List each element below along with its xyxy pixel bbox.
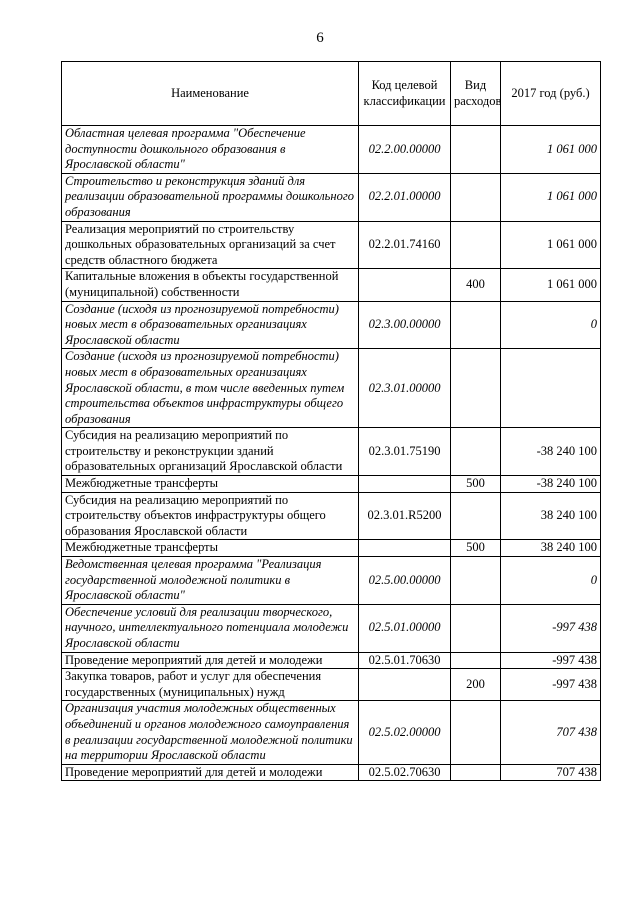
row-code: 02.3.01.00000 (359, 349, 451, 428)
row-sum: 1 061 000 (501, 173, 601, 221)
table-row (62, 301, 601, 349)
table-row (62, 652, 601, 669)
row-name: Субсидия на реализацию мероприятий по строительству и реконструкции зданий образовательных организаций Ярославской области (62, 428, 359, 476)
header-code: Код целевой классификации (359, 62, 451, 126)
table-row (62, 540, 601, 557)
row-name: Закупка товаров, работ и услуг для обеспечения государственных (муниципальных) нужд (62, 669, 359, 701)
row-code: 02.5.02.70630 (359, 764, 451, 781)
row-code: 02.2.01.00000 (359, 173, 451, 221)
table-body (62, 126, 601, 781)
row-sum: -38 240 100 (501, 428, 601, 476)
header-vid: Вид расходов (451, 62, 501, 126)
row-vid: 500 (451, 476, 501, 493)
table-row (62, 269, 601, 301)
row-sum: 0 (501, 557, 601, 605)
row-vid (451, 764, 501, 781)
row-sum: 1 061 000 (501, 126, 601, 174)
row-name: Создание (исходя из прогнозируемой потребности) новых мест в образовательных организациях Ярославской области (62, 301, 359, 349)
row-code: 02.5.01.70630 (359, 652, 451, 669)
row-code: 02.2.01.74160 (359, 221, 451, 269)
row-vid (451, 557, 501, 605)
row-code: 02.3.00.00000 (359, 301, 451, 349)
row-code: 02.5.02.00000 (359, 701, 451, 764)
row-sum (501, 349, 601, 428)
header-sum: 2017 год (руб.) (501, 62, 601, 126)
row-vid (451, 492, 501, 540)
row-vid (451, 173, 501, 221)
budget-table (61, 61, 601, 781)
row-sum: 38 240 100 (501, 492, 601, 540)
header-name: Наименование (62, 62, 359, 126)
row-vid (451, 221, 501, 269)
row-sum: 707 438 (501, 701, 601, 764)
table-row (62, 221, 601, 269)
row-name: Капитальные вложения в объекты государственной (муниципальной) собственности (62, 269, 359, 301)
page-number: 6 (316, 30, 324, 46)
row-vid (451, 701, 501, 764)
row-sum: 1 061 000 (501, 221, 601, 269)
table-row (62, 476, 601, 493)
table-header-row (62, 62, 601, 126)
row-name: Обеспечение условий для реализации творческого, научного, интеллектуального потенциала молодежи Ярославской области (62, 604, 359, 652)
row-sum: 0 (501, 301, 601, 349)
row-vid (451, 428, 501, 476)
row-vid: 200 (451, 669, 501, 701)
table-row (62, 557, 601, 605)
row-vid (451, 126, 501, 174)
table-row (62, 604, 601, 652)
row-name: Ведомственная целевая программа "Реализация государственной молодежной политики в Ярославской области" (62, 557, 359, 605)
row-code: 02.3.01.R5200 (359, 492, 451, 540)
table-row (62, 669, 601, 701)
row-name: Проведение мероприятий для детей и молодежи (62, 652, 359, 669)
table-row (62, 492, 601, 540)
table-row (62, 126, 601, 174)
row-sum: 38 240 100 (501, 540, 601, 557)
row-code: 02.2.00.00000 (359, 126, 451, 174)
row-name: Межбюджетные трансферты (62, 476, 359, 493)
row-sum: -997 438 (501, 652, 601, 669)
row-sum: 1 061 000 (501, 269, 601, 301)
row-sum: -997 438 (501, 669, 601, 701)
row-sum: -997 438 (501, 604, 601, 652)
row-code (359, 540, 451, 557)
row-name: Строительство и реконструкция зданий для реализации образовательной программы дошкольного образования (62, 173, 359, 221)
row-code: 02.5.00.00000 (359, 557, 451, 605)
row-code (359, 476, 451, 493)
table-row (62, 701, 601, 764)
table-row (62, 349, 601, 428)
table-row (62, 764, 601, 781)
row-name: Реализация мероприятий по строительству дошкольных образовательных организаций за счет средств областного бюджета (62, 221, 359, 269)
table-row (62, 173, 601, 221)
row-name: Межбюджетные трансферты (62, 540, 359, 557)
row-name: Организация участия молодежных общественных объединений и органов молодежного самоуправления в реализации государственной молодежной политики на территории Ярославской области (62, 701, 359, 764)
row-code (359, 269, 451, 301)
row-vid (451, 349, 501, 428)
row-name: Создание (исходя из прогнозируемой потребности) новых мест в образовательных организациях Ярославской области, в том числе введенных путем строительства объектов инфраструктуры общего образования (62, 349, 359, 428)
row-name: Субсидия на реализацию мероприятий по строительству объектов инфраструктуры общего образования Ярославской области (62, 492, 359, 540)
row-code: 02.3.01.75190 (359, 428, 451, 476)
row-code: 02.5.01.00000 (359, 604, 451, 652)
row-sum: 707 438 (501, 764, 601, 781)
row-vid (451, 604, 501, 652)
row-vid: 500 (451, 540, 501, 557)
table-row (62, 428, 601, 476)
row-vid: 400 (451, 269, 501, 301)
row-sum: -38 240 100 (501, 476, 601, 493)
row-vid (451, 652, 501, 669)
row-vid (451, 301, 501, 349)
row-code (359, 669, 451, 701)
row-name: Проведение мероприятий для детей и молодежи (62, 764, 359, 781)
row-name: Областная целевая программа "Обеспечение доступности дошкольного образования в Ярославской области" (62, 126, 359, 174)
